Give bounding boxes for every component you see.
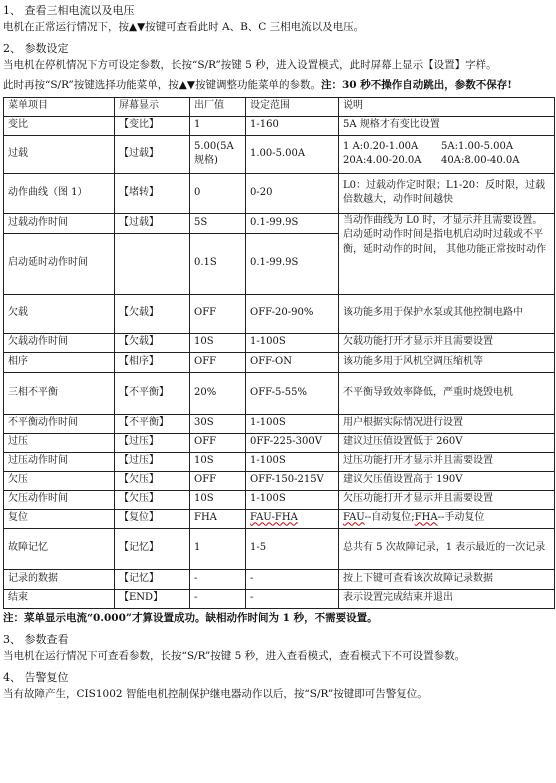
cell-display: 【欠压】 bbox=[115, 490, 190, 509]
cell-default: 0.1S bbox=[190, 233, 246, 294]
table-row bbox=[4, 294, 555, 333]
cell-item: 记录的数据 bbox=[4, 569, 115, 589]
section4-heading: 4、 告警复位 bbox=[3, 670, 69, 684]
cell-desc: 不平衡导致效率降低，严重时烧毁电机 bbox=[339, 372, 555, 414]
cell-display: 【过压】 bbox=[115, 433, 190, 452]
cell-desc: 建议过压值设置低于 260V bbox=[339, 433, 555, 452]
table-row bbox=[4, 173, 555, 213]
table-row bbox=[4, 352, 555, 372]
section3-body: 当电机在运行情况下可查看参数，长按“S/R”按键 5 秒，进入查看模式，查看模式下不可设置参数。 bbox=[3, 649, 466, 662]
cell-range: 1-100S bbox=[246, 452, 339, 471]
section2-body-2-text: 此时再按“S/R”按键选择功能菜单，按▲▼按键调整功能菜单的参数。 bbox=[3, 79, 321, 92]
cell-default: 5S bbox=[190, 213, 246, 233]
cell-display: 【过载】 bbox=[115, 213, 190, 233]
cell-item: 过压 bbox=[4, 433, 115, 452]
cell-desc: 5A 规格才有变比设置 bbox=[339, 116, 555, 135]
table-row bbox=[4, 471, 555, 490]
cell-range: 1.00-5.00A bbox=[246, 135, 339, 173]
cell-range: 1-5 bbox=[246, 528, 339, 569]
cell-display: 【复位】 bbox=[115, 509, 190, 528]
table-row bbox=[4, 213, 555, 233]
cell-display: 【过压】 bbox=[115, 452, 190, 471]
table-row bbox=[4, 372, 555, 414]
cell-range: 0.1-99.9S bbox=[246, 213, 339, 233]
cell-default: - bbox=[190, 589, 246, 608]
cell-desc: 建议欠压值设置高于 190V bbox=[339, 471, 555, 490]
cell-range: 0-20 bbox=[246, 173, 339, 213]
desc-range-20a: 20A:4.00-20.0A bbox=[343, 155, 422, 167]
range-text: FAU-FHA bbox=[250, 512, 298, 524]
cell-range: - bbox=[246, 589, 339, 608]
desc-part-2: 启动延时动作时间是指电机启动时过载或不平衡，延时动作的时间， 其他功能正常按时动作 bbox=[343, 229, 547, 255]
desc-auto-reset: --自动复位; bbox=[364, 512, 415, 524]
cell-desc bbox=[339, 135, 555, 173]
section2-body-1: 当电机在停机情况下方可设定参数，长按“S/R”按键 5 秒，进入设置模式，此时屏幕上显示【设置】字样。 bbox=[3, 59, 497, 72]
cell-display: 【相序】 bbox=[115, 352, 190, 372]
cell-default: OFF bbox=[190, 471, 246, 490]
cell-desc: 欠压功能打开才显示并且需要设置 bbox=[339, 490, 555, 509]
cell-item: 欠载动作时间 bbox=[4, 333, 115, 352]
cell-desc: 该功能多用于保护水泵或其他控制电路中 bbox=[339, 294, 555, 333]
table-row bbox=[4, 589, 555, 608]
cell-display: 【记忆】 bbox=[115, 569, 190, 589]
table-header-row bbox=[4, 97, 555, 116]
cell-display: 【欠载】 bbox=[115, 294, 190, 333]
cell-item: 结束 bbox=[4, 589, 115, 608]
header-setting-range: 设定范围 bbox=[246, 97, 339, 116]
desc-fau: FAU bbox=[343, 512, 365, 524]
cell-desc: 欠载功能打开才显示并且需要设置 bbox=[339, 333, 555, 352]
cell-default: OFF bbox=[190, 294, 246, 333]
header-description: 说明 bbox=[339, 97, 555, 116]
cell-range: OFF-20-90% bbox=[246, 294, 339, 333]
cell-range: 1-100S bbox=[246, 490, 339, 509]
cell-default: 5.00(5A 规格) bbox=[190, 135, 246, 173]
table-row bbox=[4, 135, 555, 173]
table-row bbox=[4, 509, 555, 528]
cell-item: 故障记忆 bbox=[4, 528, 115, 569]
cell-default: OFF bbox=[190, 352, 246, 372]
desc-range-1a: 1 A:0.20-1.00A bbox=[343, 140, 419, 152]
cell-range: OFF-ON bbox=[246, 352, 339, 372]
cell-display: 【堵转】 bbox=[115, 173, 190, 213]
table-note: 注：菜单显示电流“0.000”才算设置成功。缺相动作时间为 1 秒，不需要设置。 bbox=[3, 611, 378, 624]
cell-range: 1-100S bbox=[246, 333, 339, 352]
cell-default: 1 bbox=[190, 528, 246, 569]
section2-heading: 2、 参数设定 bbox=[3, 42, 69, 56]
cell-range: 0.1-99.9S bbox=[246, 233, 339, 294]
table-row bbox=[4, 569, 555, 589]
section2-timeout-note: 注：30 秒不操作自动跳出，参数不保存! bbox=[320, 79, 512, 92]
section2-body-2 bbox=[3, 78, 553, 93]
cell-desc: 按上下键可查看该次故障记录数据 bbox=[339, 569, 555, 589]
cell-display: 【记忆】 bbox=[115, 528, 190, 569]
desc-part-1: 当动作曲线为 L0 时，才显示并且需要设置。 bbox=[343, 214, 543, 226]
section1-body: 电机在正常运行情况下，按▲▼按键可查看此时 A、B、C 三相电流以及电压。 bbox=[3, 20, 365, 33]
cell-desc-merged bbox=[339, 213, 555, 294]
cell-item: 欠载 bbox=[4, 294, 115, 333]
cell-item: 过压动作时间 bbox=[4, 452, 115, 471]
section3-heading: 3、 参数查看 bbox=[3, 632, 69, 646]
cell-desc: 总共有 5 次故障记录，1 表示最近的一次记录 bbox=[339, 528, 555, 569]
cell-item: 启动延时动作时间 bbox=[4, 233, 115, 294]
table-row bbox=[4, 414, 555, 433]
desc-range-5a: 5A:1.00-5.00A bbox=[441, 140, 514, 152]
cell-desc bbox=[339, 509, 555, 528]
parameter-table bbox=[3, 97, 555, 609]
cell-default: FHA bbox=[190, 509, 246, 528]
desc-range-40a: 40A:8.00-40.0A bbox=[441, 155, 520, 167]
cell-default: 10S bbox=[190, 490, 246, 509]
cell-display: 【欠载】 bbox=[115, 333, 190, 352]
section1-heading: 1、 查看三相电流以及电压 bbox=[3, 4, 135, 17]
cell-display: 【变比】 bbox=[115, 116, 190, 135]
desc-manual-reset: --手动复位 bbox=[437, 512, 485, 524]
cell-item: 不平衡动作时间 bbox=[4, 414, 115, 433]
table-row bbox=[4, 116, 555, 135]
cell-desc: 表示设置完成结束并退出 bbox=[339, 589, 555, 608]
cell-desc: 过压功能打开才显示并且需要设置 bbox=[339, 452, 555, 471]
cell-item: 变比 bbox=[4, 116, 115, 135]
cell-display: 【不平衡】 bbox=[115, 414, 190, 433]
cell-item: 复位 bbox=[4, 509, 115, 528]
table-row bbox=[4, 333, 555, 352]
cell-default: 30S bbox=[190, 414, 246, 433]
table-row bbox=[4, 490, 555, 509]
cell-range: OFF-150-215V bbox=[246, 471, 339, 490]
cell-display: 【过载】 bbox=[115, 135, 190, 173]
cell-item: 欠压动作时间 bbox=[4, 490, 115, 509]
header-menu-item: 菜单项目 bbox=[4, 97, 115, 116]
cell-desc: L0：过载动作定时限；L1-20：反时限，过载倍数越大，动作时间越快 bbox=[339, 173, 555, 213]
cell-desc: 该功能多用于风机空调压缩机等 bbox=[339, 352, 555, 372]
cell-display bbox=[115, 233, 190, 294]
cell-display: 【欠压】 bbox=[115, 471, 190, 490]
cell-range: 0FF-225-300V bbox=[246, 433, 339, 452]
cell-item: 相序 bbox=[4, 352, 115, 372]
cell-item: 三相不平衡 bbox=[4, 372, 115, 414]
cell-default: OFF bbox=[190, 433, 246, 452]
section4-body: 当有故障产生，CIS1002 智能电机控制保护继电器动作以后，按“S/R”按键即可告警复位。 bbox=[3, 687, 428, 700]
cell-range: 1-160 bbox=[246, 116, 339, 135]
cell-default: 10S bbox=[190, 333, 246, 352]
cell-display: 【END】 bbox=[115, 589, 190, 608]
desc-fha: FHA bbox=[414, 512, 438, 524]
cell-item: 过载动作时间 bbox=[4, 213, 115, 233]
cell-range: OFF-5-55% bbox=[246, 372, 339, 414]
cell-item: 动作曲线（图 1） bbox=[4, 173, 115, 213]
table-row bbox=[4, 528, 555, 569]
cell-range: - bbox=[246, 569, 339, 589]
desc-line bbox=[343, 140, 550, 155]
cell-range bbox=[246, 509, 339, 528]
header-default-value: 出厂值 bbox=[190, 97, 246, 116]
cell-default: 0 bbox=[190, 173, 246, 213]
cell-display: 【不平衡】 bbox=[115, 372, 190, 414]
cell-item: 欠压 bbox=[4, 471, 115, 490]
table-row bbox=[4, 452, 555, 471]
table-row bbox=[4, 433, 555, 452]
cell-default: - bbox=[190, 569, 246, 589]
cell-default: 1 bbox=[190, 116, 246, 135]
cell-default: 10S bbox=[190, 452, 246, 471]
header-screen-display: 屏幕显示 bbox=[115, 97, 190, 116]
cell-range: 1-100S bbox=[246, 414, 339, 433]
cell-item: 过载 bbox=[4, 135, 115, 173]
cell-default: 20% bbox=[190, 372, 246, 414]
desc-line bbox=[343, 154, 550, 169]
cell-desc: 用户根据实际情况进行设置 bbox=[339, 414, 555, 433]
